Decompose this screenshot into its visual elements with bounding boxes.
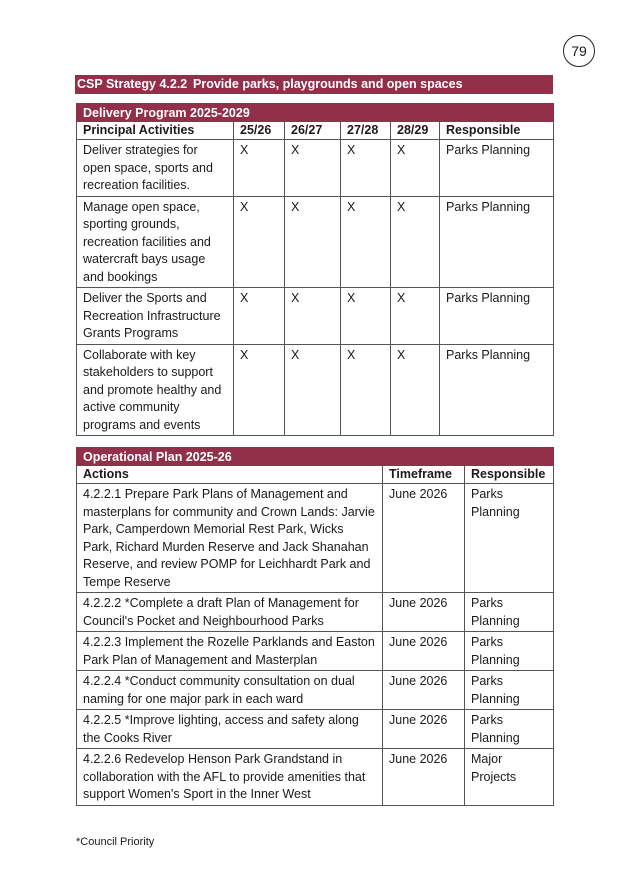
responsible-cell: Parks Planning — [440, 140, 554, 197]
timeframe-cell: June 2026 — [383, 710, 465, 749]
timeframe-cell: June 2026 — [383, 484, 465, 593]
activity-cell: Manage open space, sporting grounds, recreation facilities and watercraft bays usage and bookings — [77, 196, 234, 288]
responsible-cell: Parks Planning — [440, 344, 554, 436]
year-mark: X — [391, 344, 440, 436]
table-row — [77, 196, 554, 288]
action-cell: 4.2.2.1 Prepare Park Plans of Management and masterplans for community and Crown Lands: Jarvie Park, Camperdown Memorial Rest Park, Wicks Park, Richard Murden Reserve and Jack Shanahan Reserve, and review POMP for Leichhardt Park and Tempe Reserve — [77, 484, 383, 593]
year-mark: X — [341, 288, 391, 345]
column-header: Timeframe — [383, 466, 465, 484]
column-header: 28/29 — [391, 122, 440, 140]
activity-cell: Deliver strategies for open space, sports and recreation facilities. — [77, 140, 234, 197]
action-cell: 4.2.2.5 *Improve lighting, access and safety along the Cooks River — [77, 710, 383, 749]
operational-header-row — [77, 466, 554, 484]
responsible-cell: Parks Planning — [440, 288, 554, 345]
responsible-cell: Parks Planning — [465, 484, 554, 593]
year-mark: X — [234, 196, 285, 288]
operational-plan-table — [76, 447, 554, 806]
strategy-code: CSP Strategy 4.2.2 — [77, 77, 188, 91]
timeframe-cell: June 2026 — [383, 632, 465, 671]
year-mark: X — [341, 344, 391, 436]
delivery-program-table — [76, 103, 554, 436]
year-mark: X — [285, 344, 341, 436]
action-cell: 4.2.2.3 Implement the Rozelle Parklands and Easton Park Plan of Management and Masterplan — [77, 632, 383, 671]
table-row — [77, 632, 554, 671]
action-cell: 4.2.2.6 Redevelop Henson Park Grandstand in collaboration with the AFL to provide amenities that support Women's Sport in the Inner West — [77, 749, 383, 806]
year-mark: X — [391, 288, 440, 345]
operational-plan-heading: Operational Plan 2025-26 — [77, 448, 554, 466]
responsible-cell: Parks Planning — [465, 710, 554, 749]
year-mark: X — [341, 140, 391, 197]
column-header: Principal Activities — [77, 122, 234, 140]
column-header: Responsible — [465, 466, 554, 484]
year-mark: X — [234, 140, 285, 197]
year-mark: X — [285, 288, 341, 345]
strategy-title: Provide parks, playgrounds and open spaces — [193, 77, 463, 91]
table-row — [77, 344, 554, 436]
timeframe-cell: June 2026 — [383, 749, 465, 806]
timeframe-cell: June 2026 — [383, 593, 465, 632]
year-mark: X — [391, 140, 440, 197]
responsible-cell: Parks Planning — [440, 196, 554, 288]
responsible-cell: Major Projects — [465, 749, 554, 806]
column-header: 25/26 — [234, 122, 285, 140]
strategy-banner — [75, 75, 553, 94]
delivery-program-heading: Delivery Program 2025-2029 — [77, 104, 554, 122]
table-row — [77, 140, 554, 197]
table-row — [77, 288, 554, 345]
column-header: 27/28 — [341, 122, 391, 140]
table-row — [77, 710, 554, 749]
page-number: 79 — [563, 35, 595, 67]
column-header: Responsible — [440, 122, 554, 140]
year-mark: X — [234, 288, 285, 345]
table-row — [77, 484, 554, 593]
responsible-cell: Parks Planning — [465, 632, 554, 671]
column-header: Actions — [77, 466, 383, 484]
action-cell: 4.2.2.4 *Conduct community consultation on dual naming for one major park in each ward — [77, 671, 383, 710]
table-row — [77, 749, 554, 806]
year-mark: X — [234, 344, 285, 436]
column-header: 26/27 — [285, 122, 341, 140]
year-mark: X — [285, 140, 341, 197]
delivery-header-row — [77, 122, 554, 140]
table-row — [77, 593, 554, 632]
footnote: *Council Priority — [76, 836, 155, 848]
responsible-cell: Parks Planning — [465, 671, 554, 710]
year-mark: X — [341, 196, 391, 288]
timeframe-cell: June 2026 — [383, 671, 465, 710]
table-row — [77, 671, 554, 710]
year-mark: X — [285, 196, 341, 288]
action-cell: 4.2.2.2 *Complete a draft Plan of Management for Council's Pocket and Neighbourhood Parks — [77, 593, 383, 632]
activity-cell: Deliver the Sports and Recreation Infrastructure Grants Programs — [77, 288, 234, 345]
activity-cell: Collaborate with key stakeholders to support and promote healthy and active community programs and events — [77, 344, 234, 436]
responsible-cell: Parks Planning — [465, 593, 554, 632]
year-mark: X — [391, 196, 440, 288]
